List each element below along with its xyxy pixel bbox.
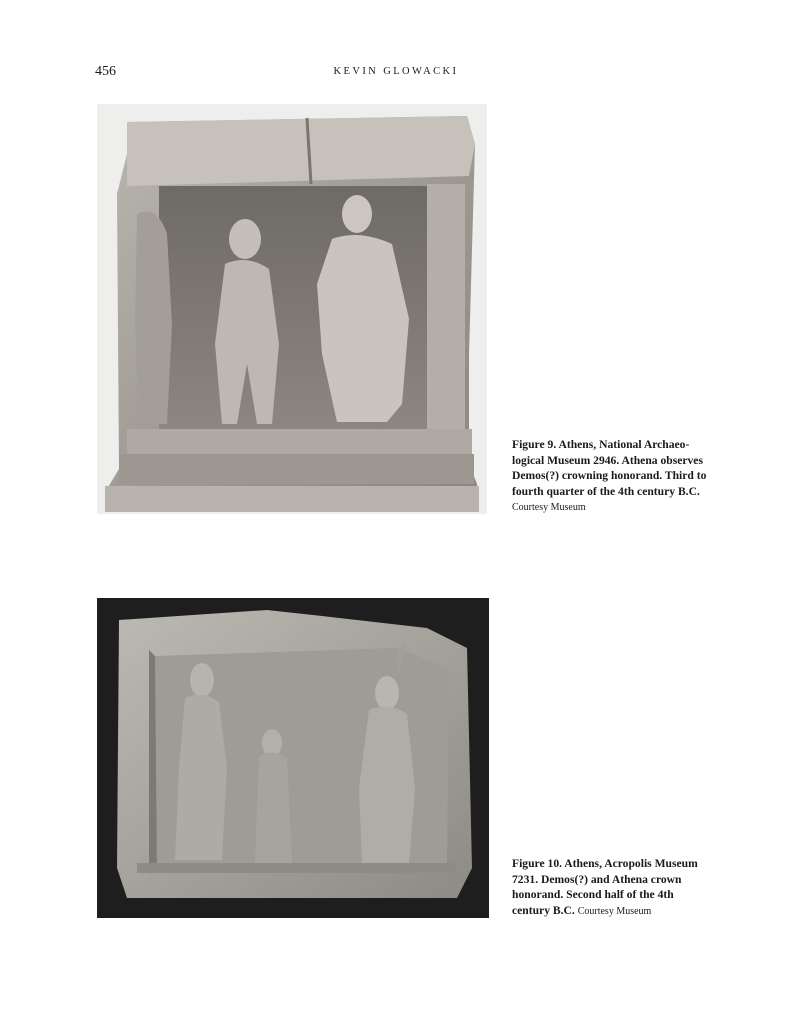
figure-9-relief-photo: [97, 104, 487, 514]
figure-9-caption-text: Figure 9. Athens, National Archaeological Museum 2946. Athena observes Demos(?) crowning honorand. Third to fourth quarter of the 4th century: [512, 438, 707, 498]
running-head: KEVIN GLOWACKI: [333, 66, 459, 77]
figure-10-caption-text: Figure 10. Athens, Acropolis Museum 7231. Demos(?) and Athena crown honorand. Second half of the 4th century: [512, 857, 698, 917]
figure-9-caption-era: B.C.: [677, 484, 700, 498]
figure-10-caption-era: B.C.: [552, 903, 575, 917]
figure-10-relief-photo: [97, 598, 489, 918]
figure-10-caption-credit: Courtesy Museum: [577, 905, 652, 917]
page-number: 456: [95, 64, 116, 79]
figure-10-caption: [512, 856, 712, 919]
figure-9-caption: [512, 437, 712, 516]
figure-9-caption-credit: Courtesy Museum: [512, 502, 586, 514]
